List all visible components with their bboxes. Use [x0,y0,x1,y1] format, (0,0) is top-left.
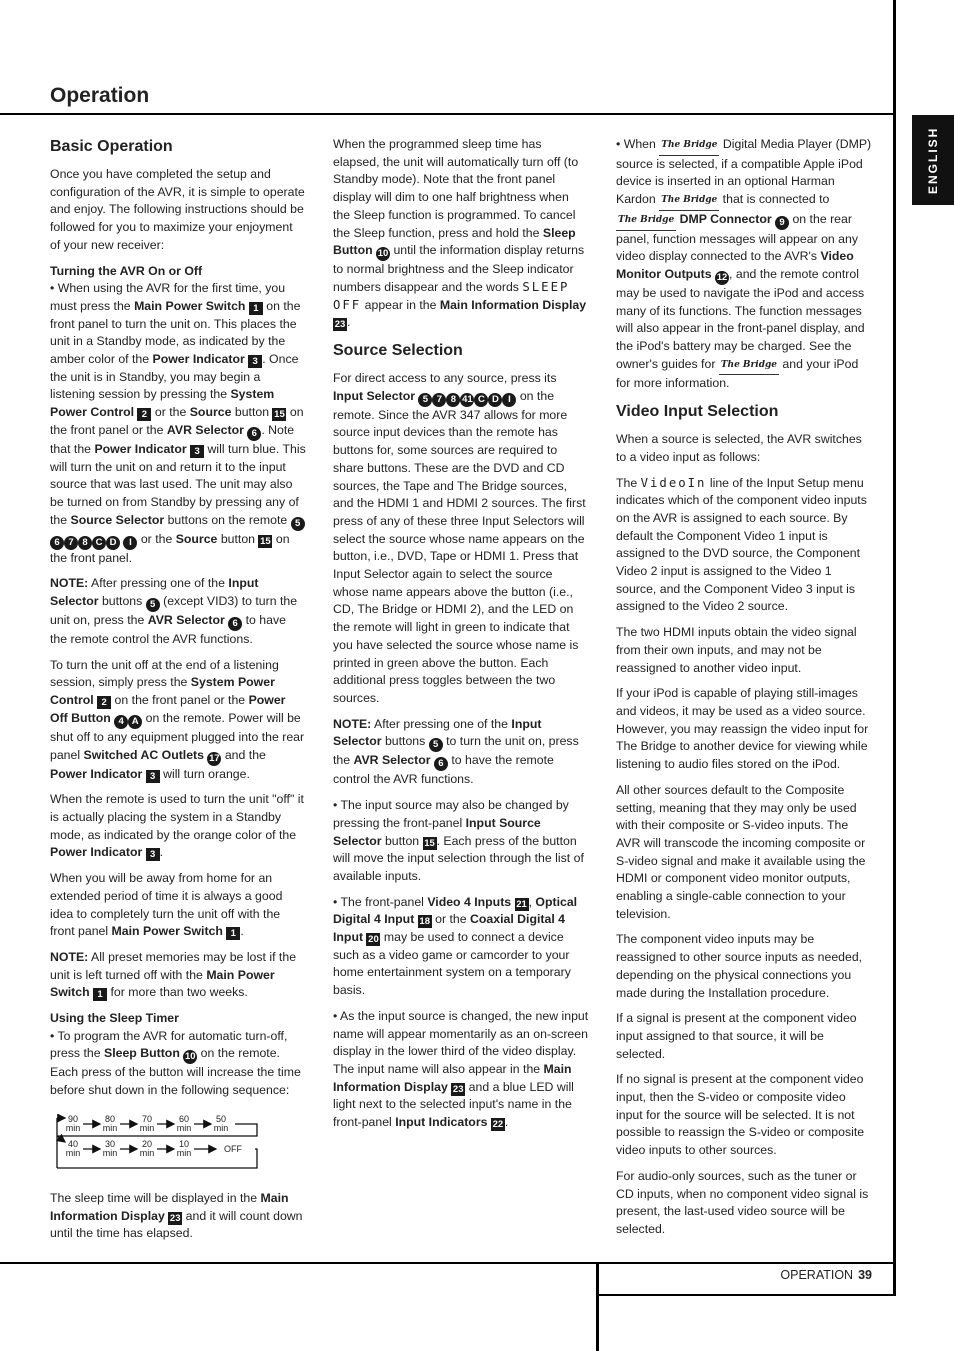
paragraph-front-panel-inputs: • The front-panel Video 4 Inputs 21 , Optical Digital 4 Input 18 or the Coaxial Digital 4 Input 20 may be used to connect a device such as a video game or camcorder to your home entertainment system on a temporary basis. [333,894,578,998]
heading-video-input-selection: Video Input Selection [616,403,779,421]
right-margin-line [893,0,896,1296]
paragraph-power-on: • When using the AVR for the first time, you must press the Main Power Switch 1 on the front panel to turn the unit on. This places the unit in a Standby mode, as indicated by the amber color of the Power Indicator 3 . Once the unit is in Standby, you may begin a listening session by pressing the System Power Control 2 or the Source button 15 on the front panel or the AVR Selector 6 . Note that the Power Indicator 3 will turn blue. This will turn the unit on and return it to the input source that was last used. The unit may also be turned on from Standby by pressing any of the Source Selector buttons on the remote 56 7 8 C D I or the Source button 15 on the front panel. [50,281,306,565]
paragraph-reassign: The component video inputs may be reassigned to other source inputs as needed, depending on the physical connections you made during the Installation procedure. [616,932,863,1000]
paragraph-hdmi: The two HDMI inputs obtain the video signal from their own inputs, and may not be reassigned to another video input. [616,625,857,675]
paragraph-signal-present: If a signal is present at the component video input assigned to that source, it will be selected. [616,1011,857,1061]
ref-avr-selector: 6 [247,427,261,441]
the-bridge-logo: The Bridge [719,357,779,376]
ref-system-power-control: 2 [97,696,111,709]
page-footer [600,1268,872,1282]
paragraph-standby: When the remote is used to turn the unit "off" it is actually placing the system in a Standby mode, as indicated by the orange color of the Power Indicator 3 . [50,792,304,861]
sleep-step: 70 min [139,1113,155,1133]
sleep-step: 30 min [102,1138,118,1158]
ref-main-info-display: 23 [169,1212,181,1224]
ref-input-selector: I [502,393,516,407]
heading-source-selection: Source Selection [333,342,463,360]
paragraph-audio-only: For audio-only sources, such as the tuner or CD inputs, when no component video signal is present, the last-used video source will be selected. [616,1168,869,1236]
sleep-step: 60 min [176,1113,192,1133]
ref-input-selector: 8 [446,393,460,407]
ref-switched-ac-outlets: 17 [209,752,220,764]
ref-power-indicator: 3 [248,355,262,368]
ref-main-power-switch: 1 [249,302,263,315]
column-2 [333,136,589,1140]
paragraph-note-input-selector: NOTE: After pressing one of the Input Selector buttons 5 (except VID3) to turn the unit on, press the AVR Selector 6 to have the remote control the AVR functions. [50,576,298,647]
ref-dmp-connector: 9 [775,216,789,230]
ref-input-selector: C [474,393,488,407]
footer-divider-horizontal [596,1294,896,1296]
sleep-step: 40 min [65,1138,81,1158]
ref-input-selector: 5 [429,738,443,752]
ref-video-monitor-outputs: 12 [716,271,728,283]
ref-source-button: 15 [260,535,271,547]
paragraph-no-signal: If no signal is present at the component video input, then the S-video or composite video input for the source will be selected. It is not possible to reassign the S-video or composite video inputs to other sources. [616,1072,865,1158]
ref-avr-selector: 6 [434,757,448,771]
the-bridge-logo: The Bridge [616,212,676,231]
paragraph-sleep-display: The sleep time will be displayed in the Main Information Display 23 and it will count down until the time has elapsed. [50,1190,303,1241]
ref-main-power-switch: 1 [226,927,240,940]
paragraph-intro: Once you have completed the setup and configuration of the AVR, it is simple to operate and enjoy. The following instructions should be followed for you to maximize your enjoyment of your new receiver: [50,167,305,252]
ref-source-selector: 5 [291,517,305,531]
ref-power-indicator: 3 [146,770,160,783]
ref-source-button: 15 [424,837,435,849]
paragraph-video-in: The VideoIn line of the Input Setup menu indicates which of the component video inputs on the AVR is assigned to each source. By default the Component Video 1 input is assigned to the DVD source, the Component Video 2 input is assigned to the Video 1 source, and the Component Video 3 input is assigned to the Video 2 source. [616,475,867,614]
ref-power-off: 4 [114,715,128,729]
sleep-step: 20 min [139,1138,155,1158]
paragraph-input-source-selector: • The input source may also be changed by pressing the front-panel Input Source Selector button 15 . Each press of the button will move the input selection through the list of available inputs. [333,798,584,883]
ref-input-selector: 41 [462,393,473,405]
ref-sleep-button: 10 [377,248,389,260]
ref-system-power-control: 2 [137,408,151,421]
page-number: 39 [858,1268,872,1282]
ref-source-selector: I [123,536,137,550]
ref-input-selector: 5 [418,393,432,407]
lcd-video-in: VideoIn [640,475,707,490]
paragraph-power-off: To turn the unit off at the end of a listening session, simply press the System Power Control 2 on the front panel or the Power Off Button 4 A on the remote. Power will be shut off to any equipment plugged into the rear panel Switched AC Outlets 17 and the Power Indicator 3 will turn orange. [50,657,305,782]
subheading-turning-on-off: Turning the AVR On or Off [50,263,203,278]
ref-main-info-display: 23 [452,1083,464,1095]
paragraph-note-presets: NOTE: All preset memories may be lost if the unit is left turned off with the Main Power Switch 1 for more than two weeks. [50,949,297,1001]
ref-power-indicator: 3 [146,848,160,861]
sleep-step: 90 min [65,1113,81,1133]
sleep-timer-arrows [53,1114,265,1172]
header-rule [0,113,896,115]
paragraph-the-bridge: • When The Bridge Digital Media Player (DMP) source is selected, if a compatible Apple iPod device is inserted in an optional Harman Kardon The Bridge that is connected to The Bridge DMP Connector 9 on the rear panel, function messages will appear on any video display connected to the AVR's Video Monitor Outputs 12 , and the remote control may be used to navigate the iPod and access many of its functions. The function messages will also appear in the front-panel display, and the iPod's battery may be charged. See the owner's guides for The Bridge and your iPod for more information. [616,137,872,391]
column-3 [616,136,874,1247]
ref-main-power-switch: 1 [93,988,107,1001]
ref-input-indicators: 22 [492,1119,504,1131]
paragraph-away: When you will be away from home for an extended period of time it is always a good idea to completely turn the unit off with the front panel Main Power Switch 1 . [50,871,283,940]
ref-video4-inputs: 21 [516,898,527,910]
the-bridge-logo: The Bridge [659,192,719,211]
ref-power-indicator: 3 [190,445,204,458]
ref-source-selector: D [106,536,120,550]
paragraph-on-screen-display: • As the input source is changed, the new input name will appear momentarily as an on-screen display in the lower third of the video display. The input name will also appear in the Main Information Display 23 and a blue LED will light next to the selected input's name in the front-panel Input Indicators 22 . [333,1008,589,1131]
language-tab: ENGLISH [912,115,954,205]
paragraph-composite: All other sources default to the Composite setting, meaning that they may only be used with their composite or S-video inputs. The AVR will transcode the incoming composite or S-video signal and make it available using the HDMI or component video monitor outputs, enabling a single-cable connection to your television. [616,782,866,921]
paragraph-sleep: • To program the AVR for automatic turn-off, press the Sleep Button 10 on the remote. Each press of the button will increase the time before shut down in the following sequence: [50,1028,301,1098]
ref-input-selector: 5 [146,598,160,612]
footer-section: OPERATION [780,1268,854,1282]
paragraph-ipod-video: If your iPod is capable of playing still-images and videos, it may be used as a video source. However, you may reassign the video input for The Bridge to another device for viewing while listening to audio files stored on the iPod. [616,686,869,772]
ref-source-selector: 7 [64,536,78,550]
heading-basic-operation: Basic Operation [50,138,173,155]
ref-input-selector: 7 [432,393,446,407]
ref-optical-digital: 18 [419,916,430,928]
ref-coaxial-digital: 20 [368,934,379,946]
ref-source-selector: 8 [78,536,92,550]
ref-source-selector: 6 [50,536,64,550]
footer-rule [0,1262,896,1264]
page-title: Operation [50,84,150,107]
lcd-sleep-off: SLEEP OFF [333,279,570,312]
paragraph-video-when: When a source is selected, the AVR switches to a video input as follows: [616,432,862,464]
column-1 [50,136,306,1251]
ref-avr-selector: 6 [228,617,242,631]
paragraph-direct-access: For direct access to any source, press its Input Selector 5 7 8 41 C D I on the remote. Since the AVR 347 allows for more source input devices than the remote has buttons for, some sources are required to share buttons. These are the DVD and CD sources, the Tape and The Bridge sources, and the HDMI 1 and HDMI 2 sources. The first press of any of these three Input Selectors will select the source whose name appears on the button, i.e., DVD, Tape or HDMI 1. Press that Input Selector again to select the source whose name appears above the button (i.e., CD, The Bridge or HDMI 2), and the LED on the remote will light in green to indicate that you have selected the source whose name is printed in green above the button. Each additional press toggles between the two sources. [333,371,586,705]
ref-power-off: A [128,715,142,729]
ref-input-selector: D [488,393,502,407]
paragraph-sleep-elapsed: When the programmed sleep time has elapsed, the unit will automatically turn off (to Standby mode). Note that the front panel display will dim to one half brightness when the Sleep function is programmed. To cancel the Sleep function, press and hold the Sleep Button 10 until the information display returns to normal brightness and the Sleep indicator numbers disappear and the words SLEEP OFF appear in the Main Information Display 23 . [333,137,587,331]
sleep-timer-sequence-diagram [53,1114,265,1172]
ref-sleep-button: 10 [184,1051,196,1063]
sleep-step-off: OFF [224,1143,242,1154]
sleep-step: 10 min [176,1138,192,1158]
sleep-step: 80 min [102,1113,118,1133]
ref-source-selector: C [92,536,106,550]
paragraph-note-avr-selector: NOTE: After pressing one of the Input Selector buttons 5 to turn the unit on, press the AVR Selector 6 to have the remote control the AVR functions. [333,716,579,787]
footer-divider-vertical [596,1262,599,1351]
subheading-sleep-timer: Using the Sleep Timer [50,1011,179,1026]
sleep-step: 50 min [213,1113,229,1133]
ref-source-button: 15 [274,409,285,421]
ref-main-info-display: 23 [334,319,346,331]
the-bridge-logo: The Bridge [659,137,719,156]
